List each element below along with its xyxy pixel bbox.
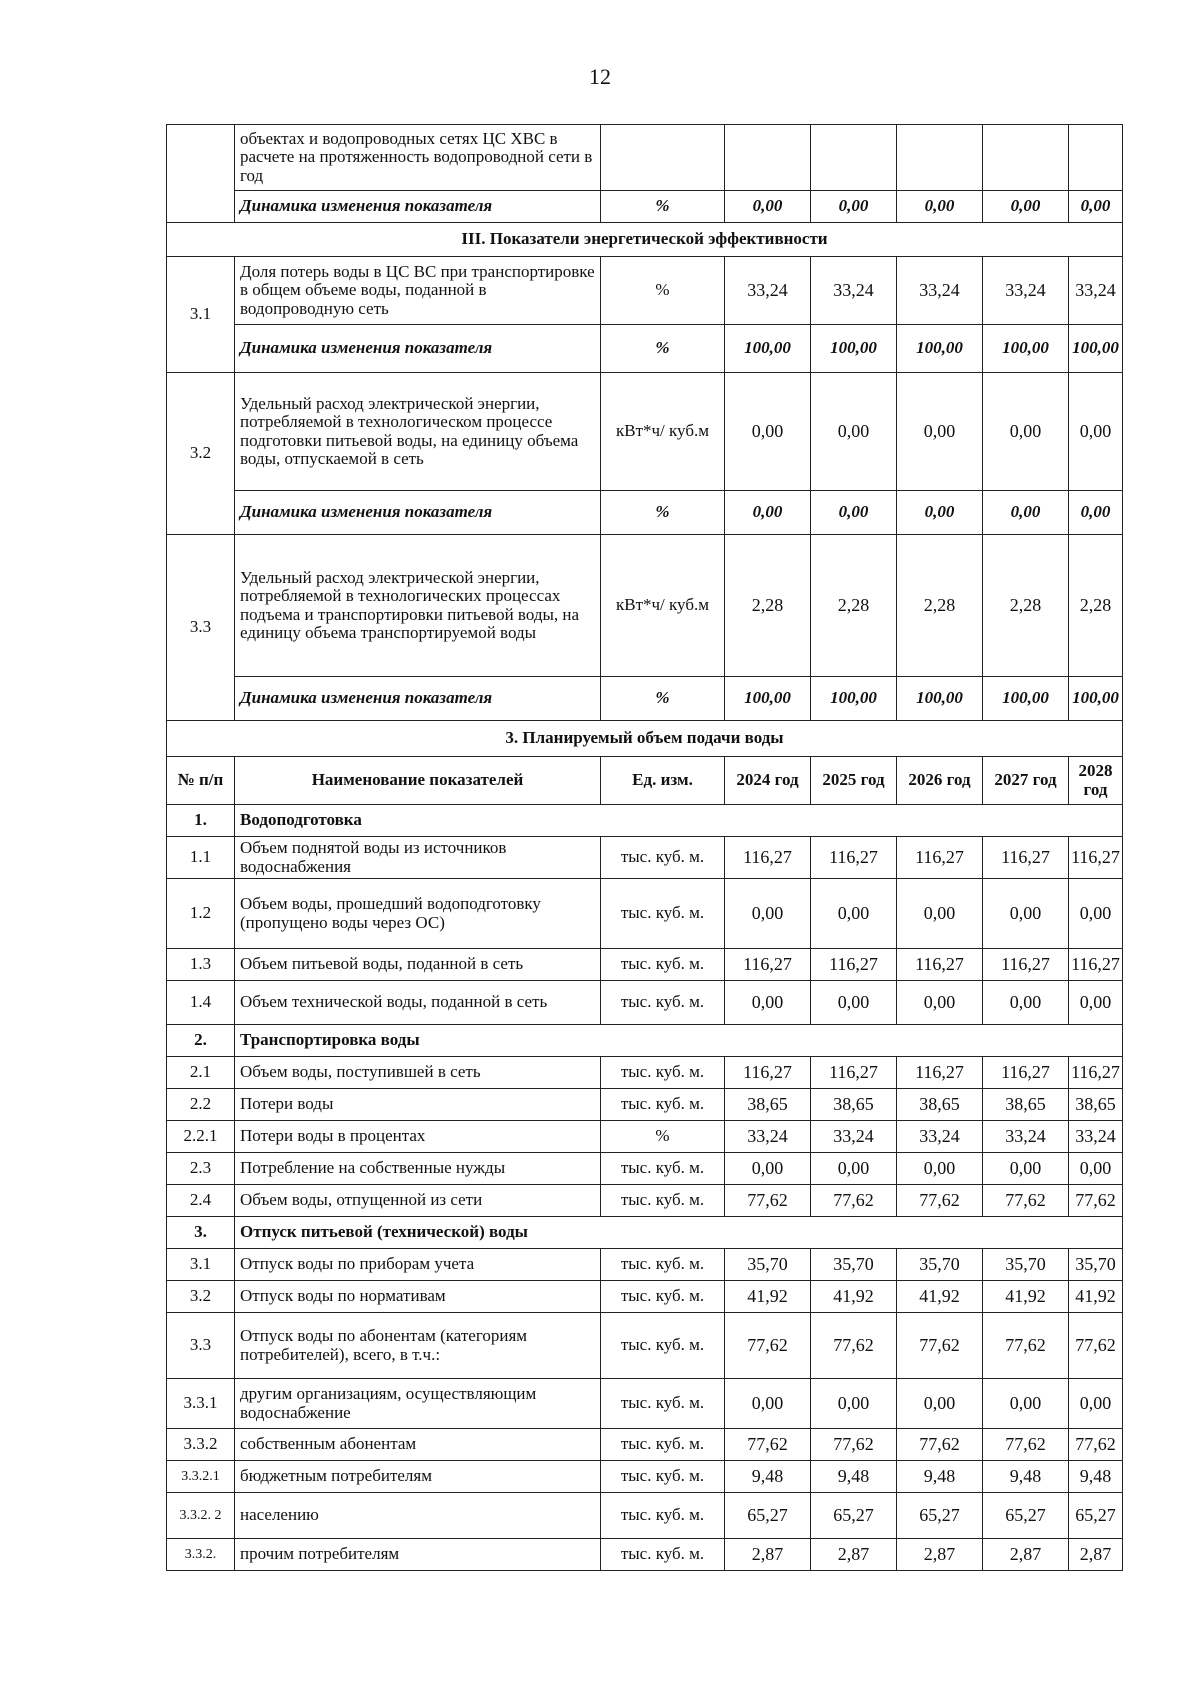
dynamics-row	[167, 191, 1123, 223]
value-cell: 0,00	[811, 191, 897, 223]
page-number: 12	[589, 64, 611, 89]
table-row	[167, 1461, 1123, 1493]
indicator-name: бюджетным потребителям	[235, 1461, 601, 1493]
value-cell: 77,62	[897, 1185, 983, 1217]
value-cell: 116,27	[1069, 837, 1123, 879]
unit-cell: тыс. куб. м.	[601, 1379, 725, 1429]
dynamics-label: Динамика изменения показателя	[235, 677, 601, 721]
value-cell: 41,92	[811, 1281, 897, 1313]
table-row	[167, 373, 1123, 491]
indicator-name: Объем поднятой воды из источников водоснабжения	[235, 837, 601, 879]
table-row	[167, 837, 1123, 879]
table-row	[167, 1539, 1123, 1571]
indicator-name: Удельный расход электрической энергии, потребляемой в технологических процессах подъема и транспортировки питьевой воды, на единицу объема транспортируемой воды	[235, 535, 601, 677]
value-cell: 77,62	[725, 1185, 811, 1217]
section-row	[167, 721, 1123, 757]
dynamics-label: Динамика изменения показателя	[235, 491, 601, 535]
value-cell: 35,70	[897, 1249, 983, 1281]
group-number: 3.	[167, 1217, 235, 1249]
row-number: 2.2	[167, 1089, 235, 1121]
value-cell	[811, 125, 897, 191]
row-number: 3.3	[167, 535, 235, 721]
indicators-table	[166, 124, 1123, 1571]
value-cell: 33,24	[897, 257, 983, 325]
value-cell: 116,27	[725, 949, 811, 981]
value-cell: 77,62	[811, 1185, 897, 1217]
group-title: Отпуск питьевой (технической) воды	[235, 1217, 1123, 1249]
value-cell: 77,62	[897, 1429, 983, 1461]
value-cell: 33,24	[983, 1121, 1069, 1153]
value-cell: 2,28	[725, 535, 811, 677]
unit-cell: тыс. куб. м.	[601, 1493, 725, 1539]
header-row	[167, 757, 1123, 805]
value-cell: 77,62	[1069, 1313, 1123, 1379]
row-number: 3.2	[167, 1281, 235, 1313]
value-cell: 0,00	[983, 373, 1069, 491]
table-row	[167, 879, 1123, 949]
indicator-name: Отпуск воды по нормативам	[235, 1281, 601, 1313]
row-number: 1.3	[167, 949, 235, 981]
dynamics-label: Динамика изменения показателя	[235, 325, 601, 373]
unit-cell	[601, 125, 725, 191]
row-number: 1.1	[167, 837, 235, 879]
unit-cell: кВт*ч/ куб.м	[601, 535, 725, 677]
table-row	[167, 1313, 1123, 1379]
table-row	[167, 1089, 1123, 1121]
unit-cell: %	[601, 257, 725, 325]
value-cell: 0,00	[1069, 1153, 1123, 1185]
value-cell: 0,00	[725, 191, 811, 223]
value-cell: 116,27	[811, 949, 897, 981]
value-cell: 116,27	[1069, 1057, 1123, 1089]
row-number: 1.4	[167, 981, 235, 1025]
header-number: № п/п	[167, 757, 235, 805]
value-cell: 33,24	[725, 1121, 811, 1153]
value-cell: 33,24	[811, 257, 897, 325]
unit-cell: тыс. куб. м.	[601, 1429, 725, 1461]
value-cell: 100,00	[983, 325, 1069, 373]
value-cell: 33,24	[983, 257, 1069, 325]
value-cell: 116,27	[983, 1057, 1069, 1089]
indicator-name: Объем питьевой воды, поданной в сеть	[235, 949, 601, 981]
dynamics-row	[167, 325, 1123, 373]
value-cell: 2,28	[811, 535, 897, 677]
value-cell: 35,70	[725, 1249, 811, 1281]
value-cell: 38,65	[897, 1089, 983, 1121]
value-cell: 116,27	[811, 1057, 897, 1089]
row-number: 2.2.1	[167, 1121, 235, 1153]
value-cell: 2,28	[1069, 535, 1123, 677]
indicator-name: Объем технической воды, поданной в сеть	[235, 981, 601, 1025]
unit-cell: тыс. куб. м.	[601, 949, 725, 981]
value-cell: 0,00	[725, 1153, 811, 1185]
value-cell: 41,92	[1069, 1281, 1123, 1313]
value-cell: 116,27	[897, 1057, 983, 1089]
table-row	[167, 1493, 1123, 1539]
unit-cell: тыс. куб. м.	[601, 1089, 725, 1121]
value-cell: 2,87	[983, 1539, 1069, 1571]
value-cell: 0,00	[1069, 981, 1123, 1025]
value-cell: 0,00	[811, 981, 897, 1025]
value-cell: 2,28	[983, 535, 1069, 677]
table-row	[167, 535, 1123, 677]
unit-cell: тыс. куб. м.	[601, 1057, 725, 1089]
value-cell: 116,27	[983, 837, 1069, 879]
value-cell: 0,00	[725, 1379, 811, 1429]
table-row	[167, 1249, 1123, 1281]
unit-cell: тыс. куб. м.	[601, 1153, 725, 1185]
value-cell: 9,48	[1069, 1461, 1123, 1493]
header-year: 2024 год	[725, 757, 811, 805]
value-cell: 0,00	[811, 491, 897, 535]
unit-cell: кВт*ч/ куб.м	[601, 373, 725, 491]
value-cell: 0,00	[725, 373, 811, 491]
table-row	[167, 1281, 1123, 1313]
row-number: 3.3.2.	[167, 1539, 235, 1571]
dynamics-row	[167, 677, 1123, 721]
value-cell: 100,00	[983, 677, 1069, 721]
dynamics-label: Динамика изменения показателя	[235, 191, 601, 223]
indicator-name: Отпуск воды по приборам учета	[235, 1249, 601, 1281]
value-cell: 116,27	[897, 949, 983, 981]
value-cell: 9,48	[897, 1461, 983, 1493]
value-cell: 0,00	[811, 1379, 897, 1429]
unit-cell: %	[601, 491, 725, 535]
table-row	[167, 981, 1123, 1025]
value-cell	[897, 125, 983, 191]
unit-cell: %	[601, 191, 725, 223]
indicator-name: другим организациям, осуществляющим водоснабжение	[235, 1379, 601, 1429]
row-number	[167, 125, 235, 223]
value-cell: 33,24	[725, 257, 811, 325]
indicator-name: Отпуск воды по абонентам (категориям потребителей), всего, в т.ч.:	[235, 1313, 601, 1379]
value-cell: 9,48	[725, 1461, 811, 1493]
value-cell: 0,00	[983, 1153, 1069, 1185]
section-row	[167, 223, 1123, 257]
indicator-name: собственным абонентам	[235, 1429, 601, 1461]
section-title: III. Показатели энергетической эффективности	[167, 223, 1123, 257]
value-cell: 77,62	[983, 1313, 1069, 1379]
indicator-name: прочим потребителям	[235, 1539, 601, 1571]
value-cell: 0,00	[897, 191, 983, 223]
value-cell: 2,87	[725, 1539, 811, 1571]
value-cell: 77,62	[1069, 1185, 1123, 1217]
value-cell: 38,65	[1069, 1089, 1123, 1121]
indicator-name: Потери воды в процентах	[235, 1121, 601, 1153]
value-cell: 0,00	[725, 981, 811, 1025]
indicator-name: Потребление на собственные нужды	[235, 1153, 601, 1185]
group-number: 1.	[167, 805, 235, 837]
row-number: 2.4	[167, 1185, 235, 1217]
value-cell: 116,27	[1069, 949, 1123, 981]
table-row	[167, 949, 1123, 981]
group-number: 2.	[167, 1025, 235, 1057]
row-number: 3.3.2.1	[167, 1461, 235, 1493]
indicator-name: Удельный расход электрической энергии, потребляемой в технологическом процессе подготовки питьевой воды, на единицу объема воды, отпускаемой в сеть	[235, 373, 601, 491]
indicator-name: Объем воды, отпущенной из сети	[235, 1185, 601, 1217]
header-year: 2027 год	[983, 757, 1069, 805]
value-cell: 2,87	[897, 1539, 983, 1571]
value-cell: 77,62	[725, 1313, 811, 1379]
value-cell: 0,00	[725, 491, 811, 535]
value-cell: 100,00	[1069, 677, 1123, 721]
value-cell: 116,27	[897, 837, 983, 879]
value-cell: 100,00	[897, 677, 983, 721]
value-cell: 65,27	[1069, 1493, 1123, 1539]
group-row	[167, 805, 1123, 837]
row-number: 3.1	[167, 1249, 235, 1281]
value-cell: 41,92	[897, 1281, 983, 1313]
header-year: 2025 год	[811, 757, 897, 805]
value-cell: 116,27	[725, 837, 811, 879]
row-number: 2.1	[167, 1057, 235, 1089]
value-cell: 35,70	[1069, 1249, 1123, 1281]
value-cell: 33,24	[897, 1121, 983, 1153]
group-title: Транспортировка воды	[235, 1025, 1123, 1057]
value-cell: 77,62	[1069, 1429, 1123, 1461]
value-cell: 0,00	[1069, 373, 1123, 491]
unit-cell: %	[601, 677, 725, 721]
value-cell: 0,00	[811, 373, 897, 491]
section-title: 3. Планируемый объем подачи воды	[167, 721, 1123, 757]
unit-cell: %	[601, 325, 725, 373]
value-cell: 0,00	[1069, 1379, 1123, 1429]
unit-cell: тыс. куб. м.	[601, 981, 725, 1025]
value-cell: 38,65	[811, 1089, 897, 1121]
value-cell: 2,87	[1069, 1539, 1123, 1571]
header-unit: Ед. изм.	[601, 757, 725, 805]
value-cell: 33,24	[811, 1121, 897, 1153]
value-cell: 0,00	[897, 491, 983, 535]
value-cell: 41,92	[725, 1281, 811, 1313]
value-cell: 0,00	[1069, 191, 1123, 223]
dynamics-row	[167, 491, 1123, 535]
indicator-name: населению	[235, 1493, 601, 1539]
value-cell: 100,00	[811, 325, 897, 373]
value-cell	[1069, 125, 1123, 191]
value-cell: 0,00	[897, 981, 983, 1025]
unit-cell: тыс. куб. м.	[601, 1185, 725, 1217]
value-cell: 65,27	[725, 1493, 811, 1539]
value-cell: 0,00	[983, 1379, 1069, 1429]
row-number: 3.3.1	[167, 1379, 235, 1429]
value-cell: 0,00	[897, 879, 983, 949]
value-cell: 77,62	[983, 1185, 1069, 1217]
group-row	[167, 1025, 1123, 1057]
value-cell: 116,27	[725, 1057, 811, 1089]
value-cell: 38,65	[983, 1089, 1069, 1121]
value-cell	[983, 125, 1069, 191]
value-cell: 65,27	[983, 1493, 1069, 1539]
value-cell: 9,48	[811, 1461, 897, 1493]
value-cell: 0,00	[983, 879, 1069, 949]
value-cell: 2,28	[897, 535, 983, 677]
indicator-name: Объем воды, поступившей в сеть	[235, 1057, 601, 1089]
unit-cell: тыс. куб. м.	[601, 1313, 725, 1379]
unit-cell: %	[601, 1121, 725, 1153]
row-number: 1.2	[167, 879, 235, 949]
row-number: 3.3.2	[167, 1429, 235, 1461]
value-cell: 65,27	[897, 1493, 983, 1539]
value-cell: 0,00	[983, 191, 1069, 223]
unit-cell: тыс. куб. м.	[601, 1281, 725, 1313]
unit-cell: тыс. куб. м.	[601, 879, 725, 949]
value-cell: 0,00	[1069, 491, 1123, 535]
indicator-name: Объем воды, прошедший водоподготовку (пропущено воды через ОС)	[235, 879, 601, 949]
table-row	[167, 1057, 1123, 1089]
row-number: 3.2	[167, 373, 235, 535]
value-cell: 9,48	[983, 1461, 1069, 1493]
header-name: Наименование показателей	[235, 757, 601, 805]
group-row	[167, 1217, 1123, 1249]
value-cell: 41,92	[983, 1281, 1069, 1313]
value-cell: 35,70	[811, 1249, 897, 1281]
value-cell: 77,62	[811, 1313, 897, 1379]
value-cell: 77,62	[983, 1429, 1069, 1461]
row-number: 3.3	[167, 1313, 235, 1379]
value-cell: 116,27	[983, 949, 1069, 981]
value-cell: 0,00	[983, 981, 1069, 1025]
row-number: 3.3.2. 2	[167, 1493, 235, 1539]
table-row	[167, 1379, 1123, 1429]
unit-cell: тыс. куб. м.	[601, 837, 725, 879]
value-cell: 0,00	[1069, 879, 1123, 949]
table-row	[167, 1153, 1123, 1185]
value-cell: 35,70	[983, 1249, 1069, 1281]
value-cell: 100,00	[1069, 325, 1123, 373]
value-cell: 100,00	[725, 325, 811, 373]
value-cell: 100,00	[811, 677, 897, 721]
value-cell: 0,00	[897, 1153, 983, 1185]
value-cell: 2,87	[811, 1539, 897, 1571]
row-number: 2.3	[167, 1153, 235, 1185]
value-cell: 0,00	[811, 1153, 897, 1185]
table-row	[167, 1185, 1123, 1217]
table-row	[167, 257, 1123, 325]
unit-cell: тыс. куб. м.	[601, 1539, 725, 1571]
indicator-name: Доля потерь воды в ЦС ВС при транспортировке в общем объеме воды, поданной в водопроводную сеть	[235, 257, 601, 325]
row-number: 3.1	[167, 257, 235, 373]
table-row	[167, 1121, 1123, 1153]
value-cell: 33,24	[1069, 1121, 1123, 1153]
indicator-name: Потери воды	[235, 1089, 601, 1121]
value-cell	[725, 125, 811, 191]
unit-cell: тыс. куб. м.	[601, 1461, 725, 1493]
value-cell: 38,65	[725, 1089, 811, 1121]
group-title: Водоподготовка	[235, 805, 1123, 837]
value-cell: 0,00	[897, 373, 983, 491]
value-cell: 0,00	[983, 491, 1069, 535]
value-cell: 100,00	[897, 325, 983, 373]
value-cell: 77,62	[725, 1429, 811, 1461]
value-cell: 0,00	[811, 879, 897, 949]
indicator-name: объектах и водопроводных сетях ЦС ХВС в расчете на протяженность водопроводной сети в год	[235, 125, 601, 191]
header-year: 2028 год	[1069, 757, 1123, 805]
table-row	[167, 1429, 1123, 1461]
value-cell: 116,27	[811, 837, 897, 879]
value-cell: 77,62	[811, 1429, 897, 1461]
value-cell: 0,00	[897, 1379, 983, 1429]
value-cell: 77,62	[897, 1313, 983, 1379]
value-cell: 33,24	[1069, 257, 1123, 325]
table-row	[167, 125, 1123, 191]
header-year: 2026 год	[897, 757, 983, 805]
unit-cell: тыс. куб. м.	[601, 1249, 725, 1281]
value-cell: 0,00	[725, 879, 811, 949]
value-cell: 100,00	[725, 677, 811, 721]
value-cell: 65,27	[811, 1493, 897, 1539]
